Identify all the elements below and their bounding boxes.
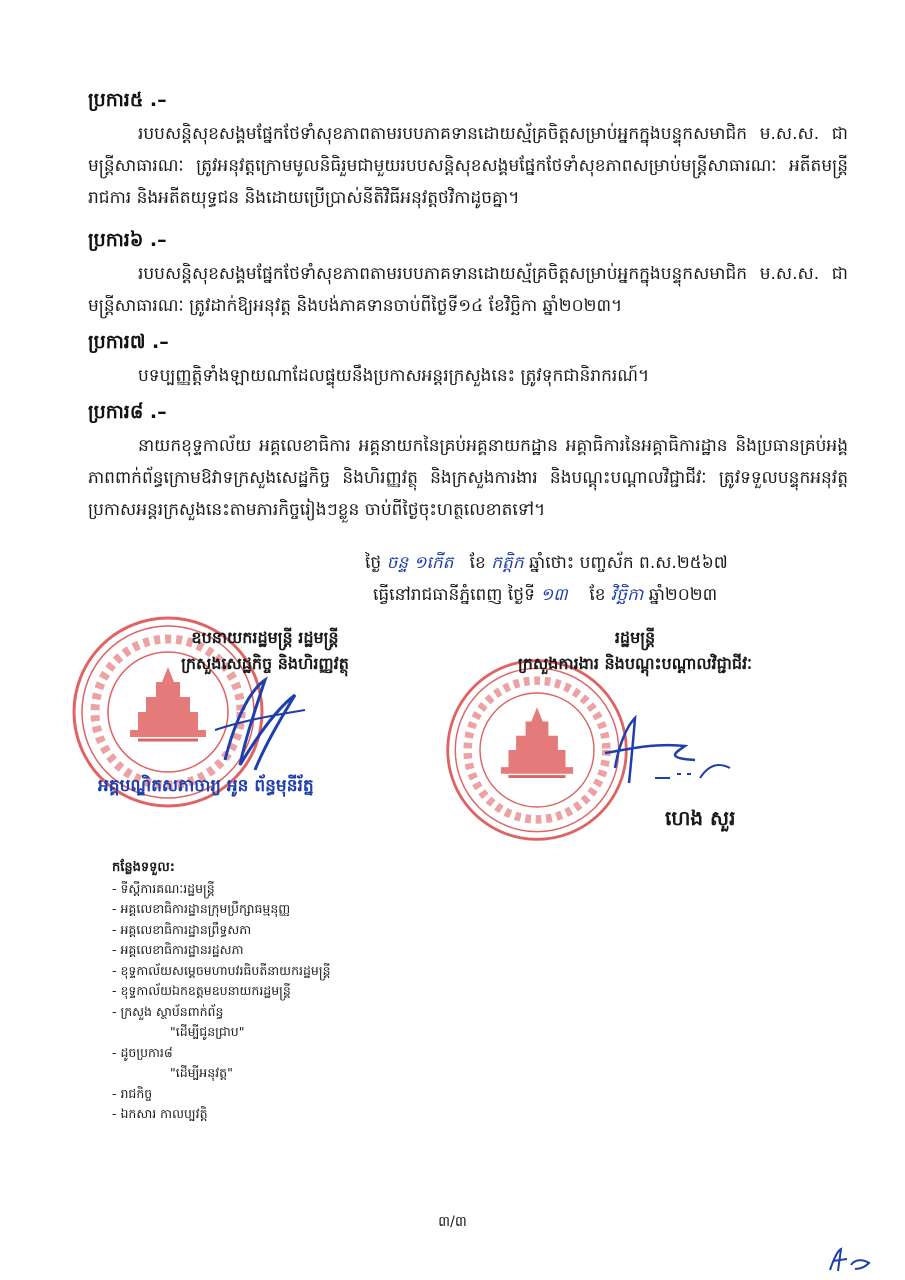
list-item: - អគ្គលេខាធិការដ្ឋានរដ្ឋសភា (112, 942, 244, 957)
left-signatory-name: អគ្គបណ្ឌិតសភាចារ្យ អូន ព័ន្ធមុនីរ័ត្ន (98, 776, 314, 796)
recipients-title: កន្លែងទទួល: (112, 860, 175, 875)
article-8-heading: ប្រការ៨ .– (88, 401, 167, 423)
recipients-list (112, 858, 331, 1125)
date1-month-label: ខែ (469, 553, 486, 573)
list-item: - ខុទ្ទកាល័យឯកឧត្តមឧបនាយករដ្ឋមន្ត្រី (112, 983, 291, 998)
date1-prefix: ថ្ងៃ (365, 553, 382, 573)
date2-handwritten-day: ១៣ (540, 585, 568, 605)
date1-suffix: ឆ្នាំថោះ បញ្ចស័ក ព.ស.២៥៦៧ (529, 553, 728, 573)
left-title-line1: ឧបនាយករដ្ឋមន្ត្រី រដ្ឋមន្ត្រី (191, 628, 339, 647)
solar-date-line (373, 580, 853, 610)
left-signatory-title (120, 625, 410, 677)
list-item: - ឯកសារ កាលប្បវត្តិ (112, 1106, 208, 1121)
date1-handwritten-month: កត្តិក (491, 553, 524, 573)
list-item: - ខុទ្ទកាល័យសម្តេចមហាបវរធិបតីនាយករដ្ឋមន្ត្រី (112, 962, 331, 978)
left-signature (195, 660, 315, 780)
left-title-line2: ក្រសួងសេដ្ឋកិច្ច និងហិរញ្ញវត្ថុ (181, 654, 349, 673)
right-signature (595, 708, 735, 798)
right-signatory-title (455, 625, 815, 677)
article-7-heading: ប្រការ៧ .– (88, 331, 169, 353)
date2-suffix: ឆ្នាំ២០២៣ (648, 585, 718, 605)
right-signatory-name: ហេង សួរ (665, 806, 736, 830)
date2-prefix: ធ្វើនៅរាជធានីភ្នំពេញ ថ្ងៃទី (373, 585, 535, 605)
article-5-text: របបសន្តិសុខសង្គមផ្នែកថែទាំសុខភាពតាមរបបភាគទានដោយស្ម័គ្រចិត្តសម្រាប់អ្នកក្នុងបន្ទុកសមាជិក ម.ស.ស. ជាមន្ត្រីសាធារណៈ ត្រូវអនុវត្តក្រោមមូលនិធិរួមជាមួយរបបសន្តិសុខសង្គមផ្នែកថែទាំសុខភាពសម្រាប់មន្ត្រីសាធារណៈ អតីតមន្ត្រីរាជការ និងអតីតយុទ្ធជន និងដោយប្រើប្រាស់នីតិវិធីអនុវត្តថវិកាដូចគ្នា។ (88, 124, 848, 208)
list-item: - ដូចប្រការ៨ (112, 1044, 173, 1060)
article-8-text: នាយកខុទ្ទកាល័យ អគ្គលេខាធិការ អគ្គនាយកនៃគ្រប់អគ្គនាយកដ្ឋាន អគ្គាធិការនៃអគ្គាធិការដ្ឋាន និងប្រធានគ្រប់អង្គភាពពាក់ព័ន្ធក្រោមឱវាទក្រសួងសេដ្ឋកិច្ច និងហិរញ្ញវត្ថុ និងក្រសួងការងារ និងបណ្តុះបណ្តាលវិជ្ជាជីវៈ ត្រូវទទួលបន្ទុកអនុវត្តប្រកាសអន្តរក្រសួងនេះតាមភារកិច្ចរៀងៗខ្លួន ចាប់ពីថ្ងៃចុះហត្ថលេខាតទៅ។ (88, 436, 848, 520)
date2-month-label: ខែ (589, 585, 606, 605)
article-7-text: បទប្បញ្ញត្តិទាំងឡាយណាដែលផ្ទុយនឹងប្រកាសអន្តរក្រសួងនេះ ត្រូវទុកជានិរាករណ៍។ (138, 366, 650, 386)
right-title-line2: ក្រសួងការងារ និងបណ្តុះបណ្តាលវិជ្ជាជីវៈ (518, 654, 752, 673)
right-title-line1: រដ្ឋមន្ត្រី (614, 628, 656, 647)
article-6-heading: ប្រការ៦ .– (88, 229, 167, 251)
list-item: - អគ្គលេខាធិការដ្ឋានព្រឹទ្ធសភា (112, 921, 252, 937)
date1-handwritten-day: ចន្ទ ១កើត (386, 553, 454, 573)
list-item: - អគ្គលេខាធិការដ្ឋានក្រុមប្រឹក្សាធម្មនុញ្ញ (112, 901, 291, 916)
article-5-heading: ប្រការ៥ .– (88, 89, 167, 111)
date2-handwritten-month: វិច្ឆិកា (610, 585, 644, 605)
recipients-note-implement: "ដើម្បីអនុវត្ត" (170, 1065, 233, 1080)
list-item: - ក្រសួង ស្ថាប័នពាក់ព័ន្ធ (112, 1003, 224, 1019)
list-item: - រាជកិច្ច (112, 1085, 153, 1101)
list-item: - ទីស្តីការគណៈរដ្ឋមន្ត្រី (112, 880, 215, 896)
article-6-text: របបសន្តិសុខសង្គមផ្នែកថែទាំសុខភាពតាមរបបភាគទានដោយស្ម័គ្រចិត្តសម្រាប់អ្នកក្នុងបន្ទុកសមាជិក ម.ស.ស. ជាមន្ត្រីសាធារណៈ ត្រូវដាក់ឱ្យអនុវត្ត និងបង់ភាគទានចាប់ពីថ្ងៃទី១៤ ខែវិច្ឆិកា ឆ្នាំ២០២៣។ (88, 264, 848, 316)
recipients-note-inform: "ដើម្បីជូនជ្រាប" (170, 1024, 245, 1039)
page-number: ៣/៣ (438, 1214, 467, 1230)
lunar-date-line (365, 548, 845, 578)
initials-mark (825, 1245, 875, 1275)
